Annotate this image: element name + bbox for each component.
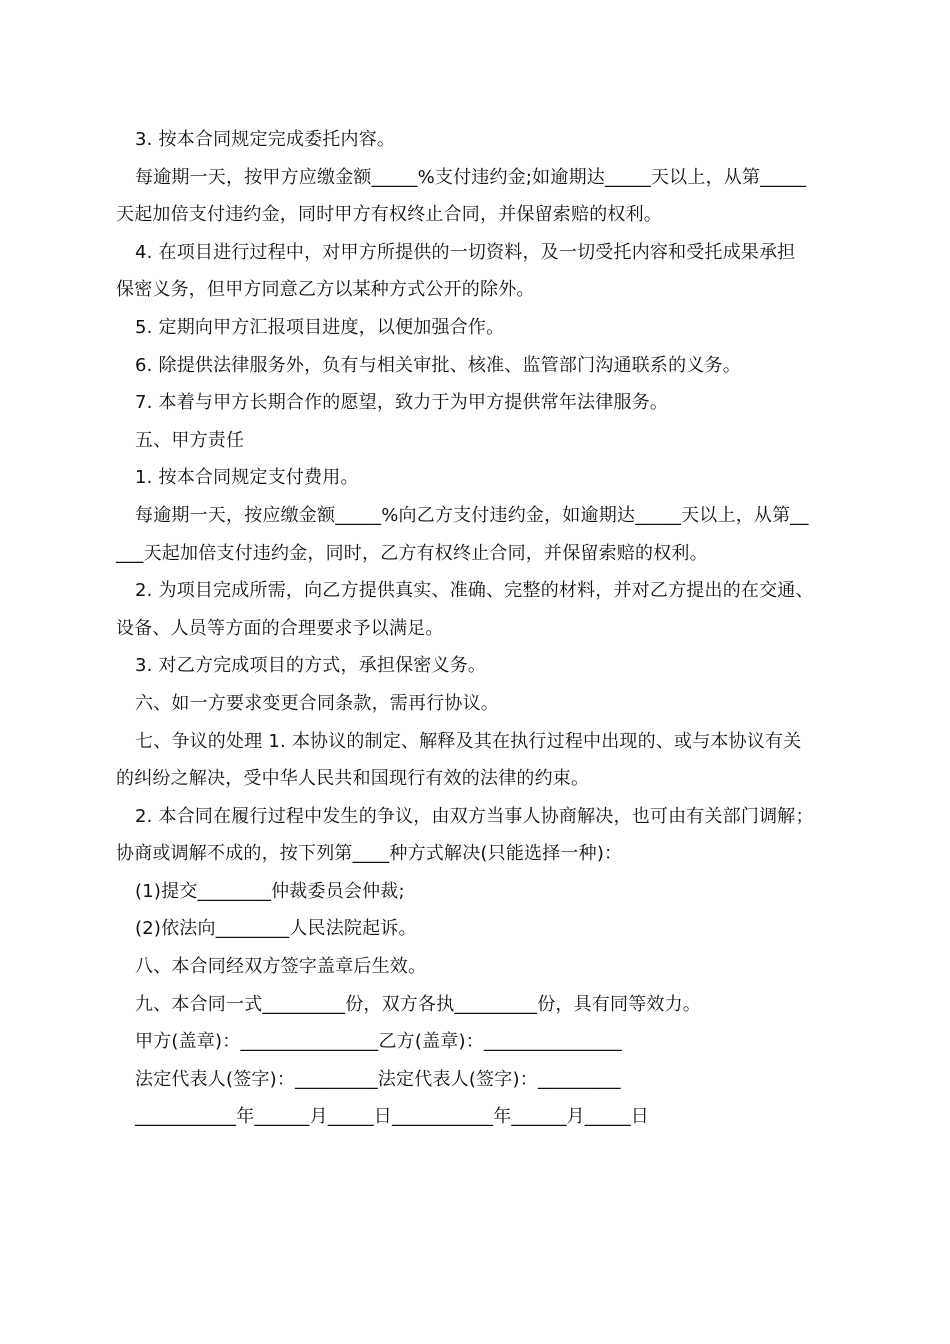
text-line: 法定代表人(签字)：_________法定代表人(签字)：_________ bbox=[135, 1068, 621, 1090]
text-line: 八、本合同经双方签字盖章后生效。 bbox=[135, 956, 427, 978]
text-line: 7. 本着与甲方长期合作的愿望，致力于为甲方提供常年法律服务。 bbox=[135, 392, 669, 414]
text-line: 5. 定期向甲方汇报项目进度，以便加强合作。 bbox=[135, 316, 505, 338]
text-line: 七、争议的处理 1. 本协议的制定、解释及其在执行过程中出现的、或与本协议有关 bbox=[135, 730, 802, 752]
text-line: 4. 在项目进行过程中，对甲方所提供的一切资料，及一切受托内容和受托成果承担 bbox=[135, 241, 796, 263]
text-line: 2. 本合同在履行过程中发生的争议，由双方当事人协商解决，也可由有关部门调解； bbox=[135, 805, 814, 827]
text-line: 3. 对乙方完成项目的方式，承担保密义务。 bbox=[135, 655, 487, 677]
text-line: 1. 按本合同规定支付费用。 bbox=[135, 467, 359, 489]
text-line: 天起加倍支付违约金，同时甲方有权终止合同，并保留索赔的权利。 bbox=[116, 204, 662, 226]
text-line: 九、本合同一式_________份，双方各执_________份，具有同等效力。 bbox=[135, 993, 701, 1015]
text-line: 六、如一方要求变更合同条款，需再行协议。 bbox=[135, 692, 499, 714]
text-line: 协商或调解不成的，按下列第____种方式解决(只能选择一种)： bbox=[116, 843, 623, 865]
text-line: (2)依法向________人民法院起诉。 bbox=[135, 918, 417, 940]
text-line: ___天起加倍支付违约金，同时，乙方有权终止合同，并保留索赔的权利。 bbox=[116, 542, 708, 564]
text-line: ___________年______月_____日___________年______月_____日 bbox=[135, 1106, 649, 1128]
text-line: 设备、人员等方面的合理要求予以满足。 bbox=[116, 617, 444, 639]
text-line: 的纠纷之解决，受中华人民共和国现行有效的法律的约束。 bbox=[116, 768, 590, 790]
text-line: 保密义务，但甲方同意乙方以某种方式公开的除外。 bbox=[116, 279, 535, 301]
text-line: 2. 为项目完成所需，向乙方提供真实、准确、完整的材料，并对乙方提出的在交通、 bbox=[135, 580, 814, 602]
text-line: 五、甲方责任 bbox=[135, 429, 245, 451]
document-body bbox=[116, 121, 846, 1136]
text-line: (1)提交________仲裁委员会仲裁; bbox=[135, 880, 405, 902]
text-line: 每逾期一天，按应缴金额_____%向乙方支付违约金，如逾期达_____天以上，从第__ bbox=[135, 504, 809, 526]
text-line: 3. 按本合同规定完成委托内容。 bbox=[135, 129, 396, 150]
text-line: 每逾期一天，按甲方应缴金额_____%支付违约金;如逾期达_____天以上，从第_____ bbox=[135, 166, 807, 188]
text-line: 6. 除提供法律服务外，负有与相关审批、核准、监管部门沟通联系的义务。 bbox=[135, 354, 741, 376]
text-line: 甲方(盖章)：_______________乙方(盖章)：_______________ bbox=[135, 1031, 622, 1053]
